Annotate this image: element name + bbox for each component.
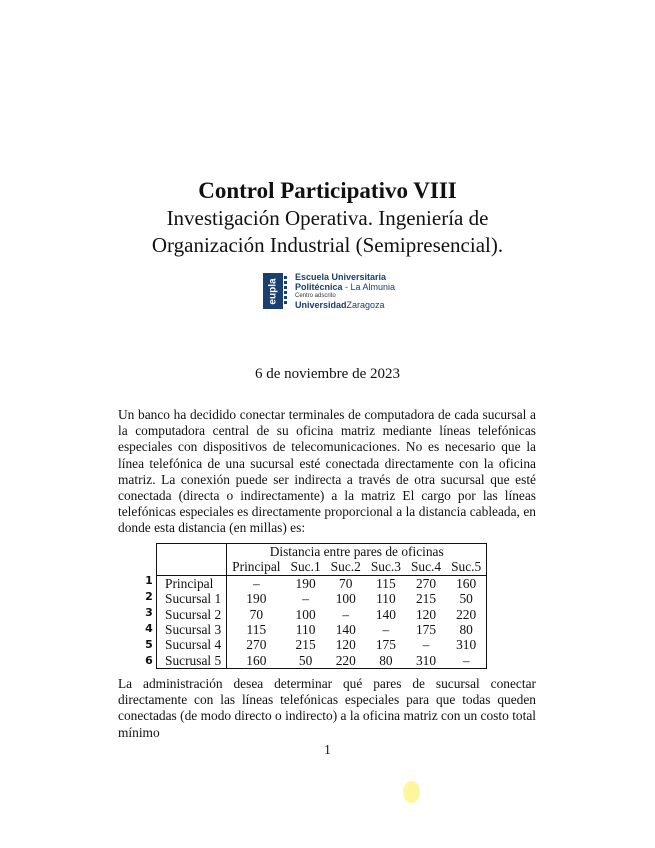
table-cell: 80: [446, 622, 487, 637]
table-cell: –: [446, 653, 487, 669]
table-cell: 160: [446, 575, 487, 591]
highlighter-mark: [403, 781, 420, 803]
table-row: [157, 607, 487, 622]
column-header: Suc.3: [366, 559, 406, 575]
table-cell: 70: [339, 575, 353, 591]
row-header: Sucursal 4: [157, 637, 227, 652]
table-cell: 70: [249, 606, 264, 622]
table-cell: 120: [335, 637, 356, 653]
logo-dots-decoration: [284, 276, 287, 306]
table-cell: 310: [446, 637, 487, 652]
table-cell: –: [253, 575, 260, 591]
handwritten-number: 5: [145, 638, 153, 651]
logo-line-4: [295, 300, 395, 311]
table-row: [157, 575, 487, 591]
handwritten-number: 1: [145, 574, 153, 587]
handwritten-number: 2: [145, 590, 153, 603]
distance-table: [156, 543, 487, 669]
table-cell: –: [302, 591, 309, 607]
eupla-logo-mark: [263, 273, 283, 309]
table-cell: 190: [295, 575, 316, 591]
table-cell: –: [342, 606, 350, 622]
table-cell: 160: [227, 653, 286, 669]
table-cell: 110: [376, 591, 396, 607]
table-cell: 220: [326, 653, 366, 669]
closing-paragraph: La administración desea determinar qué pares de sucursal conectar directamente con las líneas telefónicas especiales para que todas queden conectadas (de modo directo o indirecto) a la oficina matriz con un costo total mínimo: [118, 676, 536, 740]
logo-line-2-bold: Politécnica: [295, 281, 343, 292]
column-header: Suc.4: [406, 559, 446, 575]
table-row: [157, 622, 487, 637]
table-cell: 115: [246, 622, 267, 638]
table-cell: 110: [295, 622, 316, 638]
table-corner-cell: [157, 544, 227, 560]
column-header: Principal: [227, 559, 286, 575]
table-cell: 270: [246, 637, 267, 653]
handwritten-number: 3: [145, 606, 153, 619]
intro-paragraph: Un banco ha decidido conectar terminales de computadora de cada sucursal a la computadora central de su oficina matriz mediante líneas telefónicas especiales con dispositivos de telecomunicaciones. No es necesario que la línea telefónica de una sucursal esté conectada directamente con la oficina matriz. La conexión puede ser indirecta a través de otra sucursal que esté conectada (directa o indirectamente) a la matriz El cargo por las líneas telefónicas especiales es directamente proporcional a la distancia cableada, en donde esta distancia (en millas) es:: [118, 407, 536, 536]
table-group-header: Distancia entre pares de oficinas: [227, 544, 487, 560]
table-group-header-row: [157, 544, 487, 560]
logo-line-4-bold: Universidad: [295, 299, 347, 310]
row-header: Sucursal 1: [157, 591, 227, 606]
row-header: Sucursal 3: [157, 622, 227, 637]
row-header: Sucursal 2: [157, 607, 227, 622]
table-cell: 310: [406, 653, 446, 669]
page-number: 1: [324, 742, 331, 757]
handwritten-number: 4: [145, 622, 153, 635]
table-row: [157, 637, 487, 652]
university-logo: [263, 272, 398, 310]
logo-line-3: Centro adscrito: [295, 292, 336, 299]
table-cell: 270: [415, 575, 437, 591]
table-cell: 190: [246, 591, 267, 607]
row-header: Principal: [157, 575, 227, 591]
table-cell: 220: [446, 607, 487, 622]
table-cell: 120: [415, 606, 437, 622]
table-cell: –: [422, 637, 430, 653]
table-cell: 215: [415, 591, 437, 607]
document-date: 6 de noviembre de 2023: [255, 366, 400, 382]
logo-line-1: Escuela Universitaria: [295, 271, 387, 282]
logo-line-2-rest: - La Almunia: [342, 281, 396, 292]
handwritten-number: 6: [145, 654, 153, 667]
column-header: Suc.2: [326, 559, 366, 575]
table-cell: 215: [295, 637, 316, 653]
table-row: [157, 591, 487, 606]
document-subtitle: [0, 205, 655, 259]
logo-mark-text: eupla: [267, 277, 279, 305]
table-column-header-row: [157, 559, 487, 575]
subtitle-line-1: Investigación Operativa. Ingeniería de: [166, 206, 489, 230]
table-cell: –: [382, 622, 390, 638]
column-header: Suc.1: [286, 559, 326, 575]
subtitle-line-2: Organización Industrial (Semipresencial).: [151, 233, 504, 257]
table-cell: 80: [366, 653, 406, 669]
logo-line-4-rest: Zaragoza: [346, 299, 385, 310]
logo-line-2: [295, 282, 395, 292]
table-corner-cell: [157, 559, 227, 575]
document-title: Control Participativo VIII: [198, 178, 457, 203]
table-cell: 50: [286, 653, 326, 669]
table-cell: 115: [376, 575, 396, 591]
table-cell: 140: [375, 606, 396, 622]
table-cell: 50: [446, 591, 487, 606]
table-cell: 175: [415, 622, 437, 638]
table-cell: 175: [375, 637, 396, 653]
table-cell: 100: [295, 606, 316, 622]
logo-text-block: [295, 272, 395, 311]
column-header: Suc.5: [446, 559, 487, 575]
table-cell: 100: [335, 591, 356, 607]
row-header: Sucrusal 5: [157, 653, 227, 669]
table-row: [157, 653, 487, 669]
table-cell: 140: [335, 622, 356, 638]
